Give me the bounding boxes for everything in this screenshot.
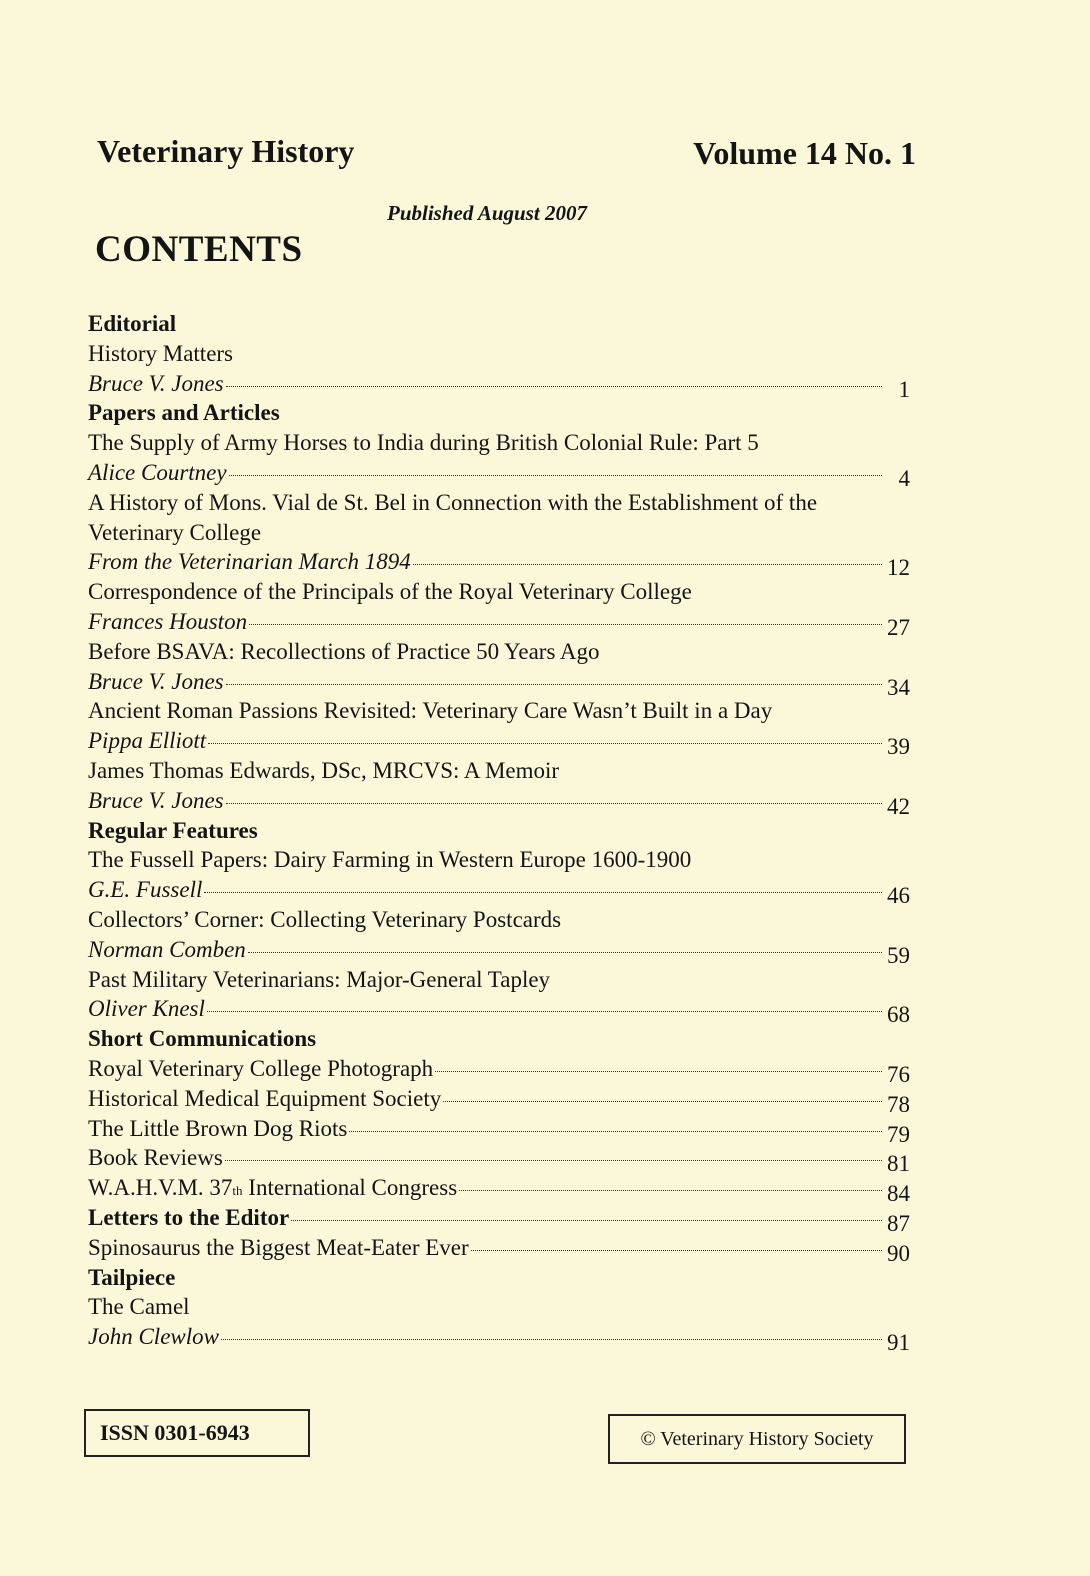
toc-author-line	[88, 994, 910, 1028]
toc-title: Book Reviews	[88, 1145, 223, 1171]
dot-leader	[443, 1101, 882, 1102]
toc-author: Norman Comben	[88, 936, 246, 962]
toc-title: Spinosaurus the Biggest Meat-Eater Ever	[88, 1234, 469, 1260]
toc-title-line	[88, 1084, 910, 1117]
toc-title: A History of Mons. Vial de St. Bel in Connection with the Establishment of the Veterinary College	[88, 489, 818, 545]
toc-title: Collectors’ Corner: Collecting Veterinary Postcards	[88, 906, 562, 932]
dot-leader	[229, 475, 882, 476]
toc-section-line	[88, 309, 910, 339]
toc-section: Editorial	[88, 311, 177, 336]
page-number: 4	[898, 465, 910, 491]
toc-title-line	[88, 1292, 910, 1322]
page-number: 1	[898, 376, 910, 402]
page-number: 46	[887, 883, 910, 909]
toc-title-line	[88, 905, 910, 935]
page-number: 34	[887, 674, 910, 700]
toc-title: Before BSAVA: Recollections of Practice 50 Years Ago	[88, 638, 600, 664]
toc-title-line	[88, 637, 910, 667]
toc-author: Frances Houston	[88, 608, 248, 634]
toc-author: Bruce V. Jones	[88, 668, 224, 694]
toc-author: John Clewlow	[88, 1324, 219, 1350]
dot-leader	[413, 564, 882, 565]
toc-title-line	[88, 845, 910, 875]
page-number: 39	[887, 734, 910, 760]
toc-title-line	[88, 339, 910, 369]
page-number: 90	[887, 1240, 910, 1266]
toc-author: Alice Courtney	[88, 459, 227, 485]
toc-author-line	[88, 458, 910, 491]
toc-title: The Fussell Papers: Dairy Farming in Western Europe 1600-1900	[88, 847, 692, 873]
toc-author: Pippa Elliott	[88, 728, 207, 754]
toc-title-line	[88, 1233, 910, 1266]
dot-leader	[248, 952, 882, 953]
toc-author-line	[88, 607, 910, 640]
dot-leader	[226, 386, 882, 387]
toc-title: History Matters	[88, 340, 234, 366]
page-number: 59	[887, 942, 910, 968]
toc-section-line	[88, 1024, 910, 1054]
toc-author-line	[88, 726, 910, 760]
toc-title: Past Military Veterinarians: Major-General Tapley	[88, 966, 551, 992]
dot-leader	[349, 1131, 882, 1132]
toc-title: Ancient Roman Passions Revisited: Veterinary Care Wasn’t Built in a Day	[88, 698, 773, 724]
dot-leader	[221, 1339, 882, 1340]
toc-title-line	[88, 1114, 910, 1147]
dot-leader	[204, 892, 882, 893]
toc-title: The Little Brown Dog Riots	[88, 1115, 348, 1141]
toc-section-line	[88, 1263, 910, 1293]
toc-author-line	[88, 786, 910, 819]
toc-title-line	[88, 488, 910, 548]
toc-title-line	[88, 1143, 910, 1177]
toc-title-line	[88, 428, 910, 458]
page-number: 68	[887, 1002, 910, 1028]
contents-heading: CONTENTS	[95, 229, 303, 270]
page-number: 42	[887, 793, 910, 819]
toc-author: G.E. Fussell	[88, 877, 203, 903]
page-number: 76	[887, 1061, 910, 1087]
volume-number: Volume 14 No. 1	[693, 135, 916, 171]
toc-author-line	[88, 667, 910, 700]
dot-leader	[291, 1220, 882, 1221]
toc-title-line	[88, 696, 910, 726]
toc-section-line	[88, 1203, 910, 1236]
page-number: 91	[887, 1330, 910, 1356]
toc-title-line: W.A.H.V.M. 37 th International Congress 84	[88, 1173, 910, 1203]
toc-title-line	[88, 965, 910, 995]
toc-title: The Camel	[88, 1294, 190, 1320]
toc-section: Letters to the Editor	[88, 1204, 290, 1230]
toc-author-line	[88, 369, 910, 402]
toc-title: Royal Veterinary College Photograph	[88, 1055, 434, 1081]
dot-leader	[471, 1250, 882, 1251]
toc-title-continued: International Congress	[242, 1175, 458, 1201]
dot-leader	[225, 1160, 882, 1161]
toc-section: Short Communications	[88, 1026, 317, 1052]
toc-section: Papers and Articles	[88, 400, 280, 426]
toc-title-line	[88, 1054, 910, 1087]
dot-leader	[208, 743, 882, 744]
page-number: 81	[887, 1151, 910, 1177]
dot-leader	[207, 1011, 882, 1012]
issn-box	[84, 1409, 310, 1457]
journal-title: Veterinary History	[97, 133, 355, 169]
page-number: 79	[887, 1121, 910, 1147]
dot-leader	[249, 624, 882, 625]
toc-section-line	[88, 398, 910, 428]
dot-leader	[226, 684, 882, 685]
toc-author: Oliver Knesl	[88, 996, 205, 1022]
toc-author-line	[88, 875, 910, 909]
toc-author: Bruce V. Jones	[88, 787, 224, 813]
dot-leader	[459, 1190, 882, 1191]
toc-section: Tailpiece	[88, 1264, 176, 1290]
table-of-contents	[88, 309, 910, 1356]
toc-section: Regular Features	[88, 817, 258, 843]
toc-title-line	[88, 756, 910, 786]
page-number: 27	[887, 614, 910, 640]
issn-text: ISSN 0301-6943	[100, 1420, 250, 1445]
page-number: 12	[887, 555, 910, 581]
toc-title: Correspondence of the Principals of the Royal Veterinary College	[88, 579, 692, 605]
toc-author-line	[88, 547, 910, 581]
toc-author-line	[88, 935, 910, 968]
copyright-text: © Veterinary History Society	[640, 1427, 874, 1450]
toc-title: The Supply of Army Horses to India during British Colonial Rule: Part 5	[88, 430, 759, 456]
page-number: 87	[887, 1210, 910, 1236]
toc-section-line	[88, 816, 910, 846]
dot-leader	[435, 1071, 882, 1072]
page-number: 78	[887, 1091, 910, 1117]
page-number: 84	[887, 1181, 910, 1207]
toc-title: Historical Medical Equipment Society	[88, 1085, 442, 1111]
dot-leader	[226, 803, 882, 804]
toc-title-line	[88, 577, 910, 607]
publication-date: Published August 2007	[387, 201, 587, 225]
toc-author: Bruce V. Jones	[88, 370, 224, 396]
toc-title: W.A.H.V.M. 37	[88, 1175, 233, 1201]
copyright-box	[608, 1414, 906, 1464]
toc-title: James Thomas Edwards, DSc, MRCVS: A Memoir	[88, 757, 560, 783]
toc-author-line	[88, 1322, 910, 1356]
toc-author: From the Veterinarian March 1894	[88, 549, 411, 575]
